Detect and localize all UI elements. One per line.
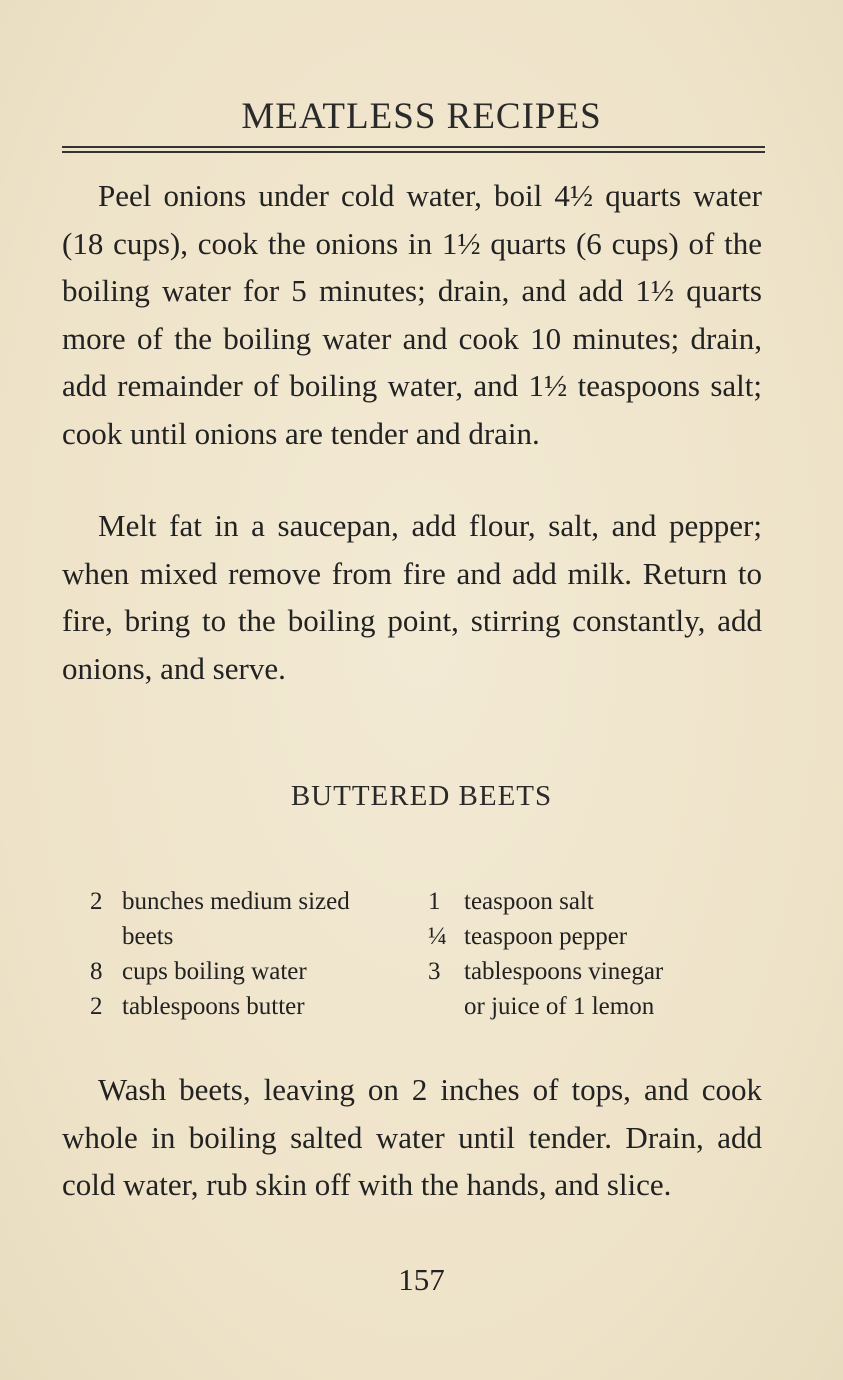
ingredients-right-column [428,884,778,1024]
ingredient-quantity: 1 [428,888,441,915]
ingredient-name: teaspoon salt [464,888,594,915]
ingredient-item [428,919,778,954]
running-head: MEATLESS RECIPES [241,96,602,137]
paragraph-text: Peel onions under cold water, boil 4½ quarts water (18 cups), cook the onions in 1½ quarts (6 cups) of the boiling water for 5 minutes; drain, and add 1½ quarts more of the boiling water and cook 10 minutes; drain, add remainder of boiling water, and 1½ teaspoons salt; cook until onions are tender and drain. [62,178,762,451]
ingredient-quantity: ¼ [428,923,447,950]
ingredient-name: teaspoon pepper [464,923,628,950]
ingredient-name-continued: or juice of 1 lemon [464,993,655,1020]
paragraph-text: Wash beets, leaving on 2 inches of tops, and cook whole in boiling salted water until tender. Drain, add cold water, rub skin off with the hands, and slice. [62,1072,762,1202]
page-number: 157 [398,1262,445,1297]
onion-instructions-paragraph [62,172,762,457]
ingredient-name: tablespoons vinegar [464,958,664,985]
ingredient-quantity: 2 [90,993,103,1020]
ingredient-name: bunches medium sized [122,888,350,915]
beet-directions-paragraph [62,1066,762,1209]
ingredient-item [90,954,430,989]
ingredient-name-continued: beets [122,923,174,950]
ingredient-quantity: 2 [90,888,103,915]
ingredient-name: cups boiling water [122,958,307,985]
ingredient-quantity: 3 [428,958,441,985]
header-double-rule [62,146,765,153]
ingredients-left-column [90,884,430,1024]
ingredient-item [428,884,778,919]
ingredient-name: tablespoons butter [122,993,305,1020]
recipe-title: BUTTERED BEETS [290,780,553,812]
paragraph-text: Melt fat in a saucepan, add flour, salt, and pepper; when mixed remove from fire and add milk. Return to fire, bring to the boiling point, stirring constantly, add onions, and serve. [62,508,762,686]
ingredient-item [90,884,430,954]
ingredient-item [428,954,778,1024]
ingredient-item [90,989,430,1024]
ingredient-quantity: 8 [90,958,103,985]
sauce-instructions-paragraph [62,502,762,692]
